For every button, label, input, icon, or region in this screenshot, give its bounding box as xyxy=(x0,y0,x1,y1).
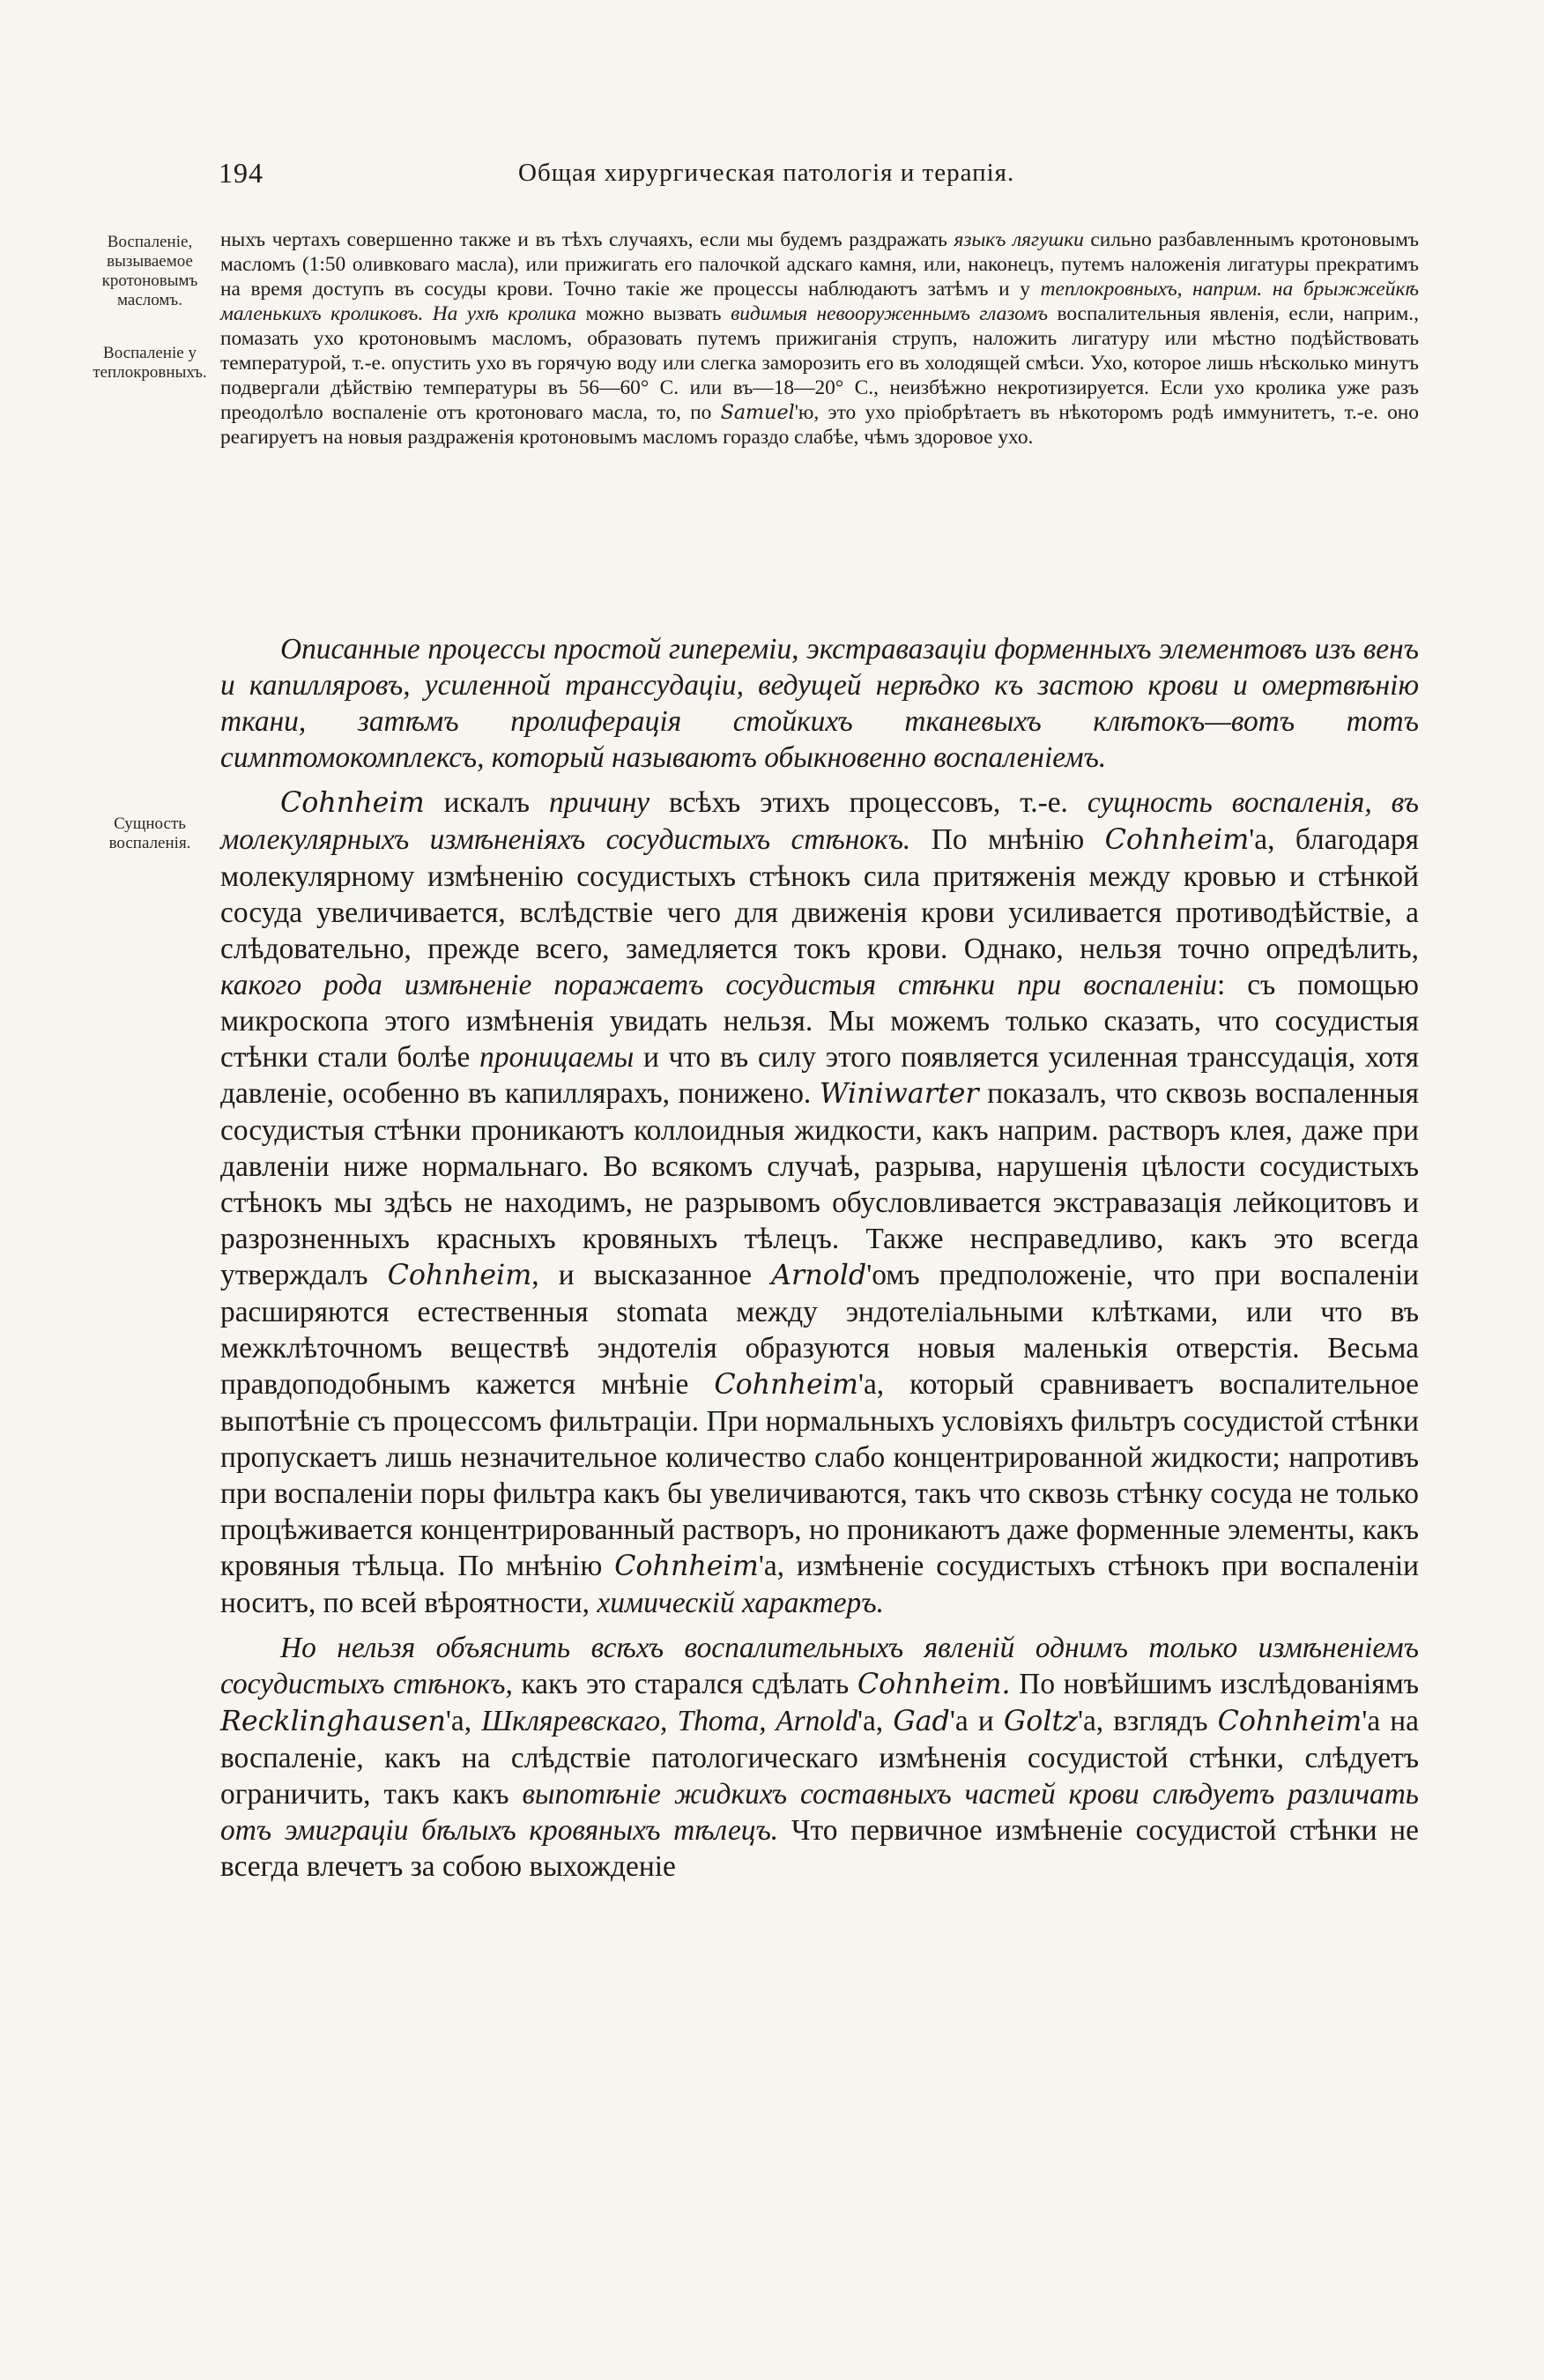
text-run: можно вызвать xyxy=(576,302,731,325)
text-run: 'ю, это ухо пріобрѣтаетъ въ нѣкоторомъ родѣ иммунитетъ, т.-е. оно реагируетъ на новыя раздраженія кротоновымъ масломъ гораздо слабѣе, чѣмъ здоровое ухо. xyxy=(220,401,1420,449)
running-title: Общая хирургическая патологія и терапія. xyxy=(518,159,1015,187)
margin-note-warm-blooded: Воспаленіе у теплокровныхъ. xyxy=(93,344,207,382)
emphasis-run: причину xyxy=(548,786,650,819)
author-name: Goltz xyxy=(1003,1706,1078,1737)
emphasis-run: какого рода измѣненіе поражаетъ сосудистыя стѣнки при воспаленіи xyxy=(220,969,1217,1001)
text-run: , и высказанное xyxy=(531,1259,772,1291)
author-name: Samuel xyxy=(720,401,795,424)
author-name: Arnold xyxy=(771,1260,867,1291)
author-name: Cohnheim xyxy=(714,1369,858,1401)
emphasis-run: Описанные процессы простой гипереміи, экстравазаціи форменныхъ элементовъ изъ венъ и капилляровъ, усиленной транссудаціи, ведущей нерѣдко къ застою крови и омертвѣнію ткани, затѣмъ пролиферація стойкихъ тканевыхъ клѣтокъ—вотъ тотъ симптомокомплексъ, который называютъ обыкновенно воспаленіемъ. xyxy=(220,633,1419,774)
text-run: По новѣйшимъ изслѣдованіямъ xyxy=(1010,1668,1419,1700)
author-name: Cohnheim. xyxy=(857,1669,1011,1700)
text-run: 'а, измѣненіе сосудистыхъ стѣнокъ при воспаленіи носитъ, по всей вѣроятности, xyxy=(220,1550,1419,1619)
text-run: показалъ, что сквозь воспаленныя сосудистыя стѣнки проникаютъ коллоидныя жидкости, какъ наприм. растворъ клея, даже при давленіи ниже нормальнаго. Во всякомъ случаѣ, разрыва, нарушенія цѣлости сосудистыхъ стѣнокъ мы здѣсь не находимъ, не разрывомъ обусловливается экстравазація лейкоцитовъ и разрозненныхъ красныхъ кровяныхъ тѣлецъ. Также несправедливо, какъ это всегда утверждалъ xyxy=(220,1077,1419,1291)
emphasis-run: химическій характеръ. xyxy=(597,1587,884,1619)
author-name: Cohnheim xyxy=(614,1551,759,1582)
main-text xyxy=(220,631,1419,1885)
text-run: сильно разбавленнымъ кротоновымъ масломъ (1:50 оливковаго масла), или прижигать его палочкой адскаго камня, или, наконецъ, путемъ наложенія лигатуры прекратимъ на время доступъ въ сосуды крови. Точно такіе же процессы наблюдаютъ затѣмъ и у xyxy=(220,228,1419,301)
emphasis-run: теплокровныхъ, наприм. на брыжжейкѣ маленькихъ кроликовъ. На ухѣ кролика xyxy=(220,278,1419,325)
page-number: 194 xyxy=(219,157,264,189)
text-run: По мнѣнію xyxy=(910,823,1105,856)
text-run: ныхъ чертахъ совершенно также и въ тѣхъ случаяхъ, если мы будемъ раздражать xyxy=(220,228,954,251)
margin-note-croton: Воспаленіе, вызываемое кротоновымъ масломъ. xyxy=(101,233,198,309)
paragraph-definition xyxy=(220,631,1419,776)
text-run: всѣхъ этихъ процессовъ, т.-е. xyxy=(650,786,1087,819)
author-name: Cohnheim xyxy=(1104,824,1250,856)
emphasis-run: сущность воспаленія, въ молекулярныхъ измѣненіяхъ сосудистыхъ стѣнокъ. xyxy=(220,786,1419,856)
author-name: Gad xyxy=(893,1706,950,1737)
text-run: 'а, который сравниваетъ воспалительное выпотѣніе съ процессомъ фильтраціи. При нормальныхъ условіяхъ фильтръ сосудистой стѣнки пропускаетъ лишь незначительное количество слабо концентрированной жидкости; напротивъ при воспаленіи поры фильтра какъ бы увеличиваются, такъ что сквозь стѣнку сосуда не только процѣживается концентрированный растворъ, но проникаютъ даже форменные элементы, какъ кровяныя тѣльца. По мнѣнію xyxy=(220,1368,1419,1582)
text-run: 'а, благодаря молекулярному измѣненію сосудистыхъ стѣнокъ сила притяженія между кровью и стѣнкой сосуда увеличивается, вслѣдствіе чего для движенія крови усиливается противодѣйствіе, а слѣдовательно, прежде всего, замедляется токъ крови. Однако, нельзя точно опредѣлить, xyxy=(220,823,1420,965)
author-name: Cohnheim xyxy=(280,787,425,819)
emphasis-run: Но нельзя объяснить всѣхъ воспалительныхъ явленій однимъ только измѣненіемъ сосудистыхъ стѣнокъ, xyxy=(220,1632,1419,1700)
author-name: Recklinghausen xyxy=(220,1706,446,1737)
author-name: Шкляревскаго, Thoma, Arnold xyxy=(481,1705,857,1737)
text-run: 'омъ предположеніе, что при воспаленіи расширяются естественныя stomata между эндотеліальными клѣтками, или что въ межклѣточномъ веществѣ эндотелія образуются новыя маленькія отверстія. Весьма правдоподобнымъ кажется мнѣніе xyxy=(220,1259,1419,1401)
emphasis-run: выпотѣніе жидкихъ составныхъ частей крови слѣдуетъ различать отъ эмиграціи бѣлыхъ кровяныхъ тѣлецъ. xyxy=(220,1778,1420,1847)
margin-note-essence: Сущность воспаленія. xyxy=(108,814,191,852)
emphasis-run: языкъ лягушки xyxy=(954,228,1084,251)
author-name: Winiwarter xyxy=(819,1078,979,1110)
text-run: : съ помощью микроскопа этого измѣненія увидать нельзя. Мы можемъ только сказать, что сосудистыя стѣнки стали болѣе xyxy=(220,969,1419,1074)
small-paragraph-text xyxy=(220,227,1419,450)
text-run: 'а и xyxy=(949,1705,1004,1737)
small-print-paragraph xyxy=(220,227,1419,450)
author-name: Cohnheim xyxy=(1217,1706,1362,1737)
text-run: какъ это старался сдѣлать xyxy=(512,1668,857,1700)
text-run: и что въ силу этого появляется усиленная транссудація, хотя давленіе, особенно въ капиллярахъ, понижено. xyxy=(220,1041,1419,1110)
text-run: 'а, xyxy=(857,1705,894,1737)
text-run: воспалительныя явленія, если, наприм., помазать ухо кротоновымъ масломъ, образовать путемъ прижиганія струпъ, наложить лигатуру или мѣстно подѣйствовать температурой, т.-е. опустить ухо въ горячую воду или слегка заморозить его въ холодящей смѣси. Ухо, которое лишь нѣсколько минутъ подвергали дѣйствію температуры въ 56—60° С. или въ—18—20° С., неизбѣжно некротизируется. Если ухо кролика уже разъ преодолѣло воспаленіе отъ кротоноваго масла, то, по xyxy=(220,302,1419,424)
author-name: Cohnheim xyxy=(387,1260,532,1291)
paragraph-cohnheim xyxy=(220,785,1419,1621)
text-run: 'а, взглядъ xyxy=(1077,1705,1218,1737)
page-header xyxy=(219,157,1417,196)
text-run: искалъ xyxy=(424,786,549,819)
text-run: Что первичное измѣненіе сосудистой стѣнки не всегда влечетъ за собою выхожденіе xyxy=(220,1814,1419,1883)
emphasis-run: видимыя невооруженнымъ глазомъ xyxy=(731,302,1049,325)
text-run: 'а, xyxy=(445,1705,482,1737)
text-run: 'а на воспаленіе, какъ на слѣдствіе патологическаго измѣненія сосудистой стѣнки, слѣдуетъ ограничить, такъ какъ xyxy=(220,1705,1419,1811)
paragraph-newer-research xyxy=(220,1630,1419,1885)
emphasis-run: проницаемы xyxy=(479,1041,635,1074)
